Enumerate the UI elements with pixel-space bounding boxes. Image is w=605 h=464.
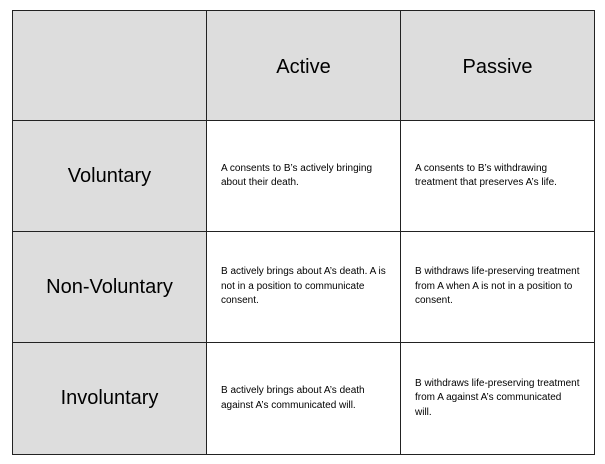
cell-voluntary-active: A consents to B’s actively bringing about their death. (207, 121, 401, 232)
column-header-passive: Passive (401, 11, 595, 121)
cell-involuntary-active: B actively brings about A’s death against A’s communicated will. (207, 343, 401, 455)
table-header-row (13, 11, 595, 121)
corner-cell (13, 11, 207, 121)
euthanasia-classification-table (12, 10, 595, 455)
column-header-active: Active (207, 11, 401, 121)
cell-non-voluntary-passive: B withdraws life-preserving treatment from A when A is not in a position to consent. (401, 232, 595, 343)
table-row (13, 343, 595, 455)
euthanasia-table-container (12, 10, 594, 454)
row-header-involuntary: Involuntary (13, 343, 207, 455)
row-header-voluntary: Voluntary (13, 121, 207, 232)
cell-involuntary-passive: B withdraws life-preserving treatment from A against A’s communicated will. (401, 343, 595, 455)
cell-voluntary-passive: A consents to B’s withdrawing treatment that preserves A’s life. (401, 121, 595, 232)
table-row (13, 121, 595, 232)
row-header-non-voluntary: Non-Voluntary (13, 232, 207, 343)
table-row (13, 232, 595, 343)
cell-non-voluntary-active: B actively brings about A’s death. A is not in a position to communicate consent. (207, 232, 401, 343)
